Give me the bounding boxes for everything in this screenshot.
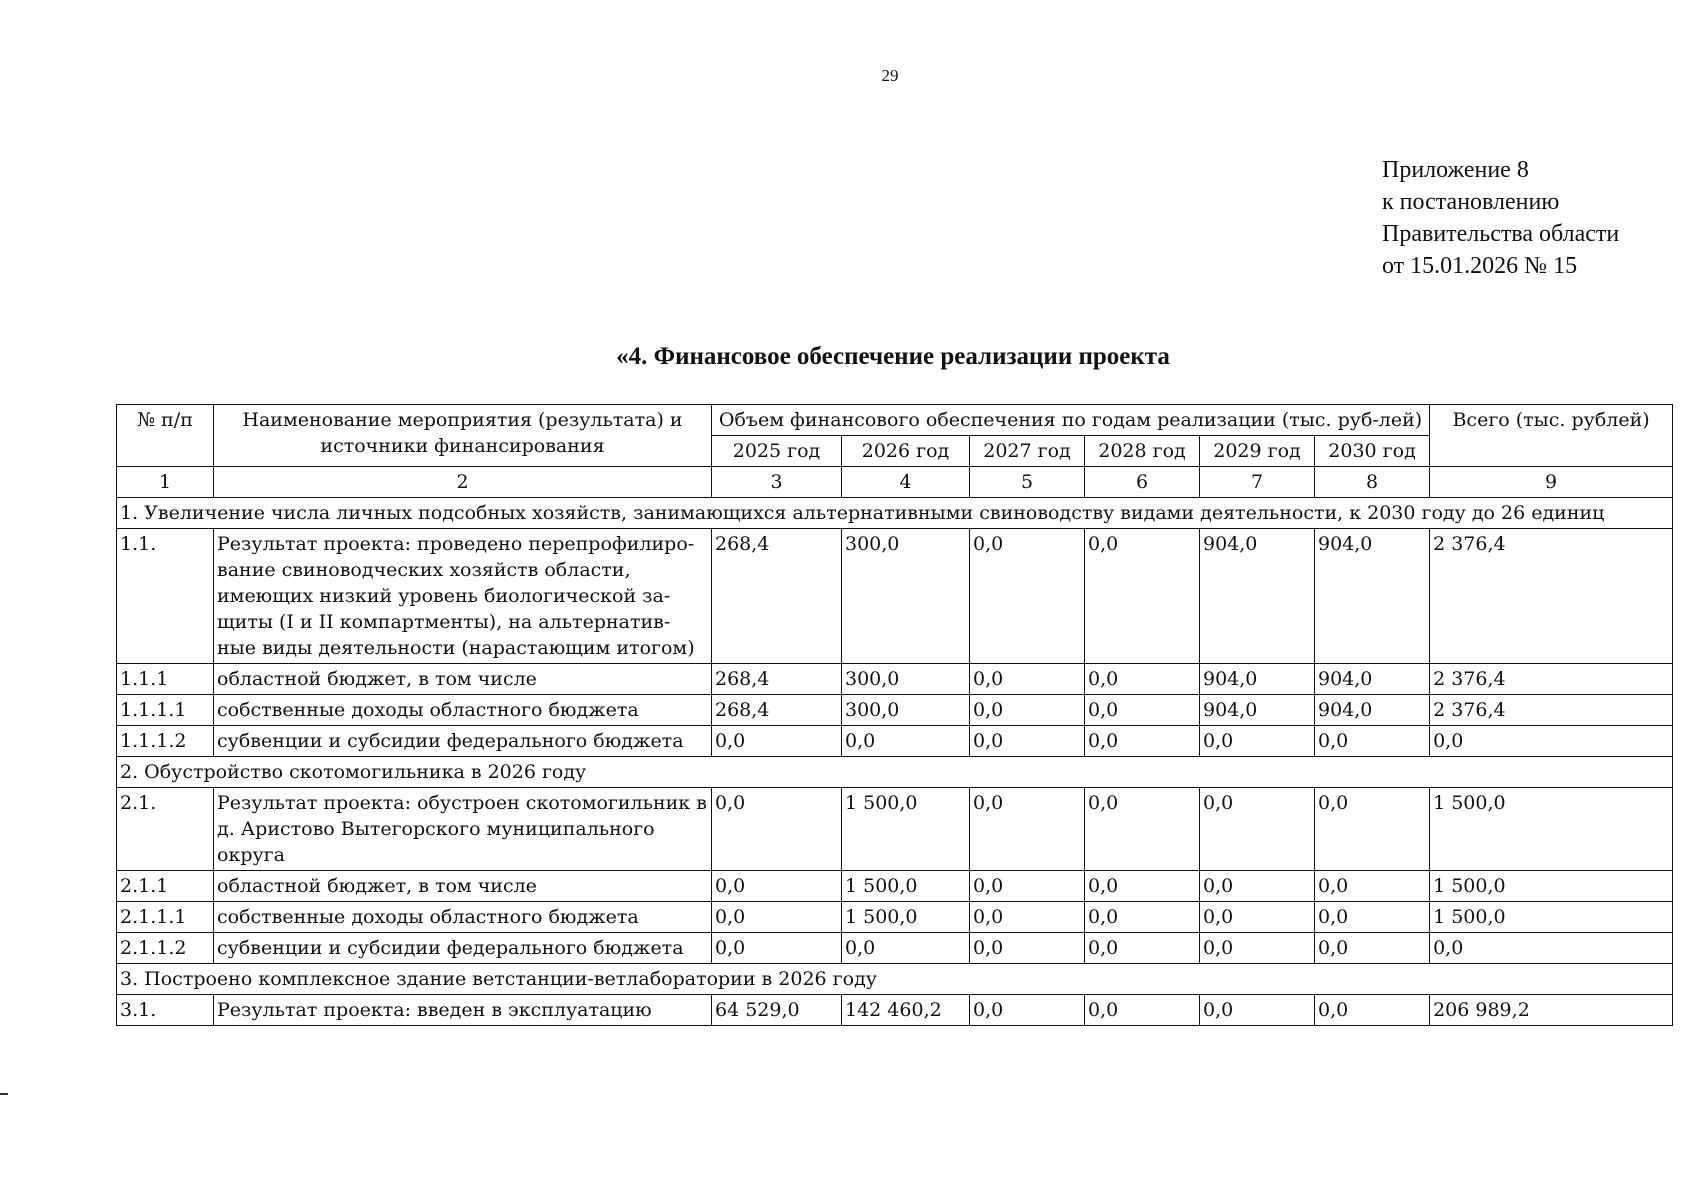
row-number: 1.1.1 (117, 664, 214, 695)
row-name: Результат проекта: обустроен скотомогильник в д. Аристово Вытегорского муниципального округа (214, 788, 712, 871)
table-row (117, 933, 1673, 964)
row-name: областной бюджет, в том числе (214, 664, 712, 695)
row-value: 300,0 (842, 664, 970, 695)
table-row (117, 695, 1673, 726)
column-index: 2 (214, 467, 712, 498)
row-value: 0,0 (1085, 933, 1200, 964)
header-year-2030: 2030 год (1315, 436, 1430, 467)
row-name: областной бюджет, в том числе (214, 871, 712, 902)
row-value: 0,0 (1200, 726, 1315, 757)
row-name: собственные доходы областного бюджета (214, 695, 712, 726)
column-index: 8 (1315, 467, 1430, 498)
row-number: 2.1.1.2 (117, 933, 214, 964)
row-value: 0,0 (1200, 788, 1315, 871)
row-value: 0,0 (1315, 902, 1430, 933)
header-volume: Объем финансового обеспечения по годам реализации (тыс. руб-лей) (712, 405, 1430, 436)
row-value: 0,0 (1085, 788, 1200, 871)
row-total: 1 500,0 (1430, 788, 1673, 871)
row-value: 0,0 (970, 529, 1085, 664)
section-heading: 2. Обустройство скотомогильника в 2026 году (117, 757, 1673, 788)
row-value: 0,0 (712, 788, 842, 871)
table-row (117, 664, 1673, 695)
row-number: 1.1. (117, 529, 214, 664)
appendix-line-2: к постановлению (1382, 189, 1560, 215)
section-title: «4. Финансовое обеспечение реализации проекта (616, 343, 1170, 370)
header-year-2029: 2029 год (1200, 436, 1315, 467)
column-index: 3 (712, 467, 842, 498)
appendix-line-1: Приложение 8 (1382, 157, 1529, 183)
row-total: 2 376,4 (1430, 664, 1673, 695)
row-value: 0,0 (1085, 995, 1200, 1026)
header-name: Наименование мероприятия (результата) и источники финансирования (214, 405, 712, 467)
margin-mark (0, 1093, 8, 1095)
row-value: 0,0 (712, 726, 842, 757)
row-value: 0,0 (970, 933, 1085, 964)
row-value: 0,0 (970, 664, 1085, 695)
header-year-2026: 2026 год (842, 436, 970, 467)
column-index: 6 (1085, 467, 1200, 498)
column-index: 4 (842, 467, 970, 498)
column-index: 7 (1200, 467, 1315, 498)
row-value: 0,0 (1315, 995, 1430, 1026)
row-number: 2.1.1 (117, 871, 214, 902)
row-value: 300,0 (842, 695, 970, 726)
row-value: 0,0 (970, 788, 1085, 871)
column-index: 1 (117, 467, 214, 498)
row-value: 268,4 (712, 529, 842, 664)
row-value: 268,4 (712, 695, 842, 726)
appendix-block (1382, 154, 1619, 282)
section-row (117, 498, 1673, 529)
row-value: 0,0 (970, 726, 1085, 757)
row-value: 0,0 (842, 726, 970, 757)
row-value: 142 460,2 (842, 995, 970, 1026)
row-total: 0,0 (1430, 933, 1673, 964)
row-total: 206 989,2 (1430, 995, 1673, 1026)
column-index: 5 (970, 467, 1085, 498)
row-number: 2.1. (117, 788, 214, 871)
section-row (117, 757, 1673, 788)
row-value: 0,0 (1315, 726, 1430, 757)
header-total: Всего (тыс. рублей) (1430, 405, 1673, 467)
row-name: Результат проекта: введен в эксплуатацию (214, 995, 712, 1026)
column-index: 9 (1430, 467, 1673, 498)
header-num: № п/п (117, 405, 214, 467)
row-value: 268,4 (712, 664, 842, 695)
row-value: 300,0 (842, 529, 970, 664)
row-value: 0,0 (1200, 902, 1315, 933)
row-value: 0,0 (1085, 902, 1200, 933)
row-value: 0,0 (970, 902, 1085, 933)
section-heading: 3. Построено комплексное здание ветстанции-ветлаборатории в 2026 году (117, 964, 1673, 995)
row-number: 2.1.1.1 (117, 902, 214, 933)
row-number: 1.1.1.1 (117, 695, 214, 726)
row-value: 0,0 (1200, 933, 1315, 964)
row-value: 904,0 (1315, 664, 1430, 695)
row-value: 0,0 (1085, 529, 1200, 664)
table-row (117, 902, 1673, 933)
row-total: 1 500,0 (1430, 902, 1673, 933)
row-value: 904,0 (1315, 695, 1430, 726)
row-value: 0,0 (1085, 726, 1200, 757)
row-total: 2 376,4 (1430, 695, 1673, 726)
table-row (117, 529, 1673, 664)
section-heading: 1. Увеличение числа личных подсобных хозяйств, занимающихся альтернативными свиноводству видами деятельности, к 2030 году до 26 единиц (117, 498, 1673, 529)
row-value: 0,0 (1085, 695, 1200, 726)
row-number: 3.1. (117, 995, 214, 1026)
row-value: 1 500,0 (842, 788, 970, 871)
row-value: 0,0 (970, 995, 1085, 1026)
row-value: 0,0 (1315, 788, 1430, 871)
row-value: 64 529,0 (712, 995, 842, 1026)
row-total: 0,0 (1430, 726, 1673, 757)
row-name: субвенции и субсидии федерального бюджета (214, 933, 712, 964)
row-value: 0,0 (970, 695, 1085, 726)
row-value: 0,0 (1200, 995, 1315, 1026)
row-value: 904,0 (1315, 529, 1430, 664)
row-value: 0,0 (712, 933, 842, 964)
header-year-2025: 2025 год (712, 436, 842, 467)
section-row (117, 964, 1673, 995)
row-name: Результат проекта: проведено перепрофилиро-вание свиноводческих хозяйств области, имеющих низкий уровень биологической за-щиты (I и II компартменты), на альтернатив-ные виды деятельности (нарастающим итогом) (214, 529, 712, 664)
table-row (117, 995, 1673, 1026)
row-number: 1.1.1.2 (117, 726, 214, 757)
header-year-2027: 2027 год (970, 436, 1085, 467)
row-total: 2 376,4 (1430, 529, 1673, 664)
row-name: субвенции и субсидии федерального бюджета (214, 726, 712, 757)
row-value: 0,0 (1315, 933, 1430, 964)
column-index-row (117, 467, 1673, 498)
row-total: 1 500,0 (1430, 871, 1673, 902)
row-value: 0,0 (1085, 664, 1200, 695)
row-value: 904,0 (1200, 664, 1315, 695)
header-year-2028: 2028 год (1085, 436, 1200, 467)
appendix-line-4: от 15.01.2026 № 15 (1382, 253, 1578, 279)
row-value: 904,0 (1200, 695, 1315, 726)
appendix-line-3: Правительства области (1382, 221, 1620, 247)
row-value: 1 500,0 (842, 902, 970, 933)
table-row (117, 788, 1673, 871)
row-value: 0,0 (1085, 871, 1200, 902)
row-value: 904,0 (1200, 529, 1315, 664)
row-value: 0,0 (1200, 871, 1315, 902)
row-value: 1 500,0 (842, 871, 970, 902)
table-row (117, 871, 1673, 902)
row-value: 0,0 (712, 902, 842, 933)
table-row (117, 726, 1673, 757)
row-name: собственные доходы областного бюджета (214, 902, 712, 933)
header-row-1 (117, 405, 1673, 436)
financing-table (116, 404, 1673, 1026)
row-value: 0,0 (1315, 871, 1430, 902)
row-value: 0,0 (712, 871, 842, 902)
page-number: 29 (881, 66, 899, 85)
row-value: 0,0 (970, 871, 1085, 902)
row-value: 0,0 (842, 933, 970, 964)
